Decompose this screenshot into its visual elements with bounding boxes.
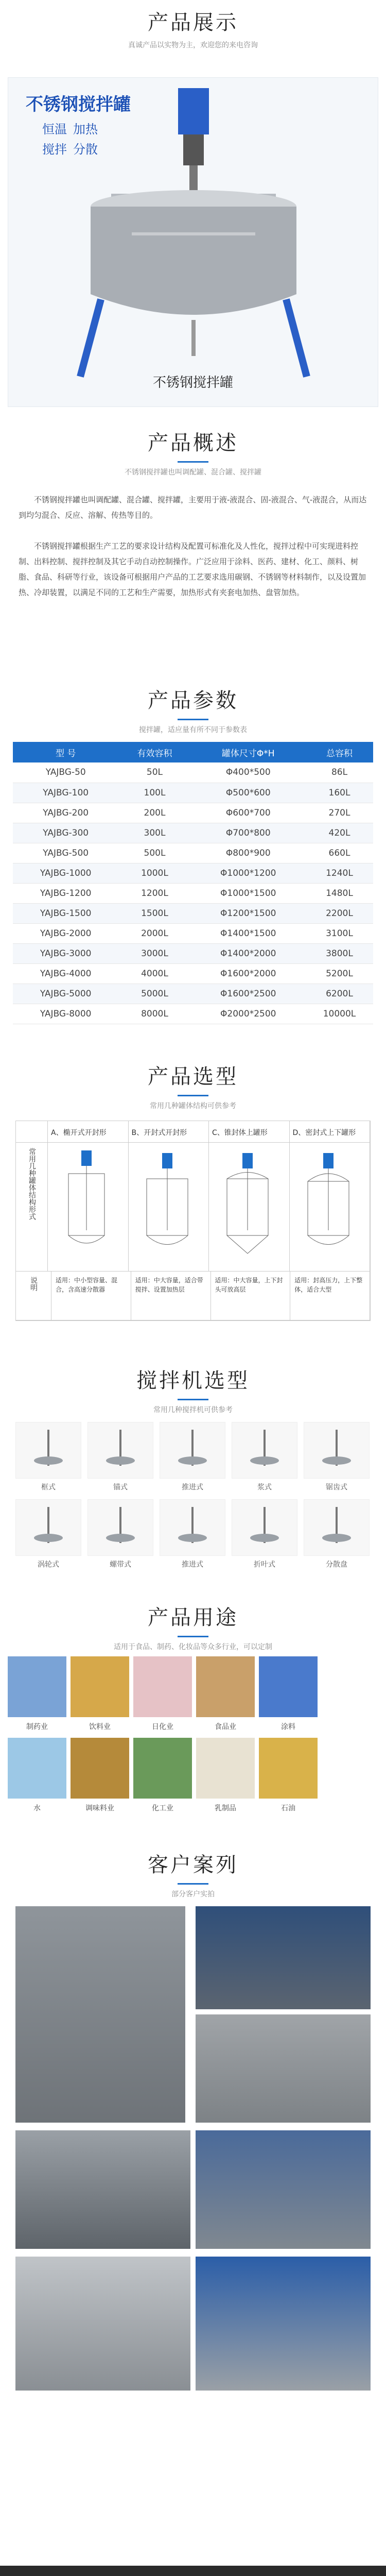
section-subtitle: 不锈钢搅拌罐也叫调配罐、混合罐、搅拌罐 <box>125 468 261 477</box>
impeller-icon <box>304 1422 370 1479</box>
table-cell: Φ1000*1200 <box>191 863 306 883</box>
uses-section <box>0 1587 386 1652</box>
section-subtitle: 适用于食品、制药、化妆品等众多行业，可以定制 <box>114 1643 272 1651</box>
params-section <box>0 670 386 735</box>
title-divider <box>178 719 208 720</box>
case-photo <box>196 2014 371 2123</box>
table-cell: 1240L <box>306 863 373 883</box>
title-divider <box>178 1636 208 1637</box>
params-table <box>13 742 373 1024</box>
section-title: 产品用途 <box>148 1606 238 1630</box>
product-show-section <box>0 0 386 50</box>
hero-title: 不锈钢搅拌罐 <box>26 94 131 115</box>
table-cell: YAJBG-100 <box>13 783 118 803</box>
table-cell: 100L <box>118 783 190 803</box>
section-subtitle: 常用几种搅拌机可供参考 <box>153 1406 233 1414</box>
structure-type: D、密封式上下罐形 <box>290 1121 371 1142</box>
mixer-section <box>0 1350 386 1415</box>
use-photo <box>71 1656 129 1717</box>
table-cell: Φ1400*1500 <box>191 923 306 943</box>
table-cell: 1500L <box>118 903 190 923</box>
structure-type: C、锥封体上罐形 <box>209 1121 290 1142</box>
table-cell: YAJBG-3000 <box>13 943 118 963</box>
mixer-label: 分散盘 <box>326 1561 347 1569</box>
tank-drawing-c <box>209 1143 290 1271</box>
mixer-label: 折叶式 <box>254 1561 275 1569</box>
table-row <box>13 883 373 903</box>
table-row <box>13 863 373 883</box>
structure-type: B、开封式开封形 <box>129 1121 209 1142</box>
table-row <box>13 762 373 783</box>
table-cell: 4000L <box>118 963 190 984</box>
table-cell: Φ1600*2000 <box>191 963 306 984</box>
table-row <box>13 843 373 863</box>
table-cell: YAJBG-1000 <box>13 863 118 883</box>
tag: 搅拌 <box>42 142 67 157</box>
table-cell: 86L <box>306 762 373 783</box>
title-divider <box>178 461 208 463</box>
column-header: 罐体尺寸Φ*H <box>191 742 306 762</box>
case-photo <box>196 1906 371 2009</box>
use-item <box>133 1656 192 1734</box>
use-label: 制药业 <box>26 1723 48 1731</box>
table-cell: Φ500*600 <box>191 783 306 803</box>
section-subtitle: 真诚产品以实物为主，欢迎您的来电咨询 <box>128 41 258 49</box>
section-title: 客户案列 <box>148 1853 238 1877</box>
table-cell: Φ1200*1500 <box>191 903 306 923</box>
impeller-icon <box>15 1499 81 1556</box>
uses-grid <box>8 1656 378 1815</box>
mixer-item <box>304 1499 370 1570</box>
row-label: 说明 <box>16 1272 51 1320</box>
table-row <box>13 923 373 943</box>
column-header: 总容积 <box>306 742 373 762</box>
mixer-item <box>160 1422 225 1493</box>
table-cell: Φ400*500 <box>191 762 306 783</box>
mixer-item <box>15 1499 81 1570</box>
case-photo <box>15 2257 190 2391</box>
table-cell: 500L <box>118 843 190 863</box>
section-subtitle: 部分客户实拍 <box>171 1890 215 1899</box>
structure-notes-row <box>16 1272 370 1320</box>
table-cell: 5200L <box>306 963 373 984</box>
table-cell: YAJBG-500 <box>13 843 118 863</box>
section-subtitle: 搅拌罐，适应量有所不同于参数表 <box>139 726 247 734</box>
title-divider <box>178 1883 208 1885</box>
use-item <box>259 1738 318 1815</box>
use-label: 化工业 <box>152 1804 173 1812</box>
table-cell: 5000L <box>118 984 190 1004</box>
tag: 恒温 <box>42 122 67 137</box>
use-item <box>196 1656 255 1734</box>
table-row <box>13 783 373 803</box>
table-row <box>13 903 373 923</box>
table-cell: 8000L <box>118 1004 190 1024</box>
tag: 加热 <box>73 122 98 137</box>
use-label: 食品业 <box>215 1723 236 1731</box>
use-photo <box>133 1656 192 1717</box>
use-photo <box>259 1656 318 1717</box>
cases-section <box>0 1834 386 1899</box>
table-cell: 3100L <box>306 923 373 943</box>
use-item <box>71 1738 129 1815</box>
mixer-label: 锯齿式 <box>326 1483 347 1492</box>
about-section <box>0 2566 386 2576</box>
section-title: 产品选型 <box>148 1065 238 1089</box>
case-photo <box>15 1906 185 2123</box>
case-photo <box>15 2130 190 2249</box>
mixer-label: 浆式 <box>257 1483 272 1492</box>
mixer-label: 框式 <box>41 1483 56 1492</box>
structure-note: 适用：封高压力，上下整体，适合大型 <box>290 1272 370 1320</box>
mixer-label: 涡轮式 <box>38 1561 59 1569</box>
use-label: 调味料业 <box>85 1804 114 1812</box>
overview-section <box>0 412 386 477</box>
table-cell: 2200L <box>306 903 373 923</box>
table-cell: 200L <box>118 803 190 823</box>
title-divider <box>178 1399 208 1400</box>
tag: 分散 <box>73 142 98 157</box>
table-cell: YAJBG-1500 <box>13 903 118 923</box>
mixer-item <box>232 1422 297 1493</box>
use-label: 水 <box>33 1804 41 1812</box>
corner-cell <box>16 1121 48 1142</box>
use-photo <box>8 1738 66 1799</box>
table-cell: 1200L <box>118 883 190 903</box>
impeller-icon <box>160 1499 225 1556</box>
table-cell: 6200L <box>306 984 373 1004</box>
mixer-label: 推进式 <box>182 1561 203 1569</box>
tank-drawing-b <box>129 1143 209 1271</box>
structure-type: A、椭开式开封形 <box>48 1121 129 1142</box>
mixer-item <box>87 1422 153 1493</box>
use-label: 日化业 <box>152 1723 173 1731</box>
structure-note: 适用：中大容量，上下封头可放高层 <box>211 1272 291 1320</box>
product-hero-image <box>8 77 378 407</box>
impeller-icon <box>87 1499 153 1556</box>
table-cell: 160L <box>306 783 373 803</box>
table-row <box>13 803 373 823</box>
overview-paragraph: 不锈钢搅拌罐根据生产工艺的要求设计结构及配置可标准化及人性化，搅拌过程中可实现进料控制、出料控制、搅拌控制及其它手动自动控制操作。广泛应用于涂料、医药、建材、化工、颜料、树脂、食品、科研等行业，该设备可根据用户产品的工艺要求选用碳钢、不锈钢等材料制作，以及设置加热、冷却装置，以满足不同的工艺和生产需要，加热形式有夹套电加热、盘管加热。 <box>19 541 366 597</box>
use-photo <box>8 1656 66 1717</box>
use-item <box>8 1656 66 1734</box>
section-title: 产品概述 <box>148 431 238 455</box>
use-photo <box>196 1738 255 1799</box>
mixer-item <box>87 1499 153 1570</box>
table-cell: 1000L <box>118 863 190 883</box>
impeller-icon <box>87 1422 153 1479</box>
mixer-item <box>304 1422 370 1493</box>
section-subtitle: 常用几种罐体结构可供参考 <box>150 1102 236 1110</box>
table-cell: YAJBG-50 <box>13 762 118 783</box>
use-label: 饮料业 <box>89 1723 111 1731</box>
tank-drawing-a <box>48 1143 129 1271</box>
table-cell: Φ1000*1500 <box>191 883 306 903</box>
use-label: 乳制品 <box>215 1804 236 1812</box>
impeller-icon <box>232 1499 297 1556</box>
structure-header <box>16 1121 370 1143</box>
table-cell: 660L <box>306 843 373 863</box>
table-cell: YAJBG-5000 <box>13 984 118 1004</box>
structure-note: 适用：中大容量，适合带搅拌、设置加热层 <box>131 1272 211 1320</box>
selection-section <box>0 1046 386 1111</box>
use-photo <box>196 1656 255 1717</box>
impeller-icon <box>232 1422 297 1479</box>
table-header-row <box>13 742 373 762</box>
table-cell: YAJBG-4000 <box>13 963 118 984</box>
section-title: 搅拌机选型 <box>136 1369 250 1393</box>
table-cell: 50L <box>118 762 190 783</box>
structure-note: 适用：中小型容量、混合，含高速分散器 <box>51 1272 131 1320</box>
mixer-label: 螺带式 <box>110 1561 131 1569</box>
use-item <box>196 1738 255 1815</box>
section-title: 产品展示 <box>148 11 238 35</box>
table-cell: YAJBG-2000 <box>13 923 118 943</box>
table-cell: 3000L <box>118 943 190 963</box>
use-item <box>8 1738 66 1815</box>
table-cell: Φ800*900 <box>191 843 306 863</box>
impeller-icon <box>160 1422 225 1479</box>
table-cell: 2000L <box>118 923 190 943</box>
table-cell: YAJBG-8000 <box>13 1004 118 1024</box>
table-cell: 3800L <box>306 943 373 963</box>
structure-drawings-row <box>16 1143 370 1272</box>
mixer-label: 推进式 <box>182 1483 203 1492</box>
table-cell: 1480L <box>306 883 373 903</box>
mixer-item <box>232 1499 297 1570</box>
impeller-icon <box>304 1499 370 1556</box>
table-cell: 10000L <box>306 1004 373 1024</box>
use-item <box>71 1656 129 1734</box>
table-cell: 300L <box>118 823 190 843</box>
impeller-icon <box>15 1422 81 1479</box>
mixer-item <box>160 1499 225 1570</box>
table-row <box>13 984 373 1004</box>
use-item <box>259 1656 318 1734</box>
table-cell: YAJBG-300 <box>13 823 118 843</box>
case-photo <box>196 2130 371 2249</box>
table-cell: YAJBG-1200 <box>13 883 118 903</box>
section-title: 产品参数 <box>148 689 238 713</box>
table-cell: 420L <box>306 823 373 843</box>
use-photo <box>259 1738 318 1799</box>
table-cell: Φ1400*2000 <box>191 943 306 963</box>
mixer-item <box>15 1422 81 1493</box>
use-photo <box>71 1738 129 1799</box>
table-cell: Φ600*700 <box>191 803 306 823</box>
mixing-tank-illustration <box>8 78 379 408</box>
tank-drawing-d <box>290 1143 371 1271</box>
table-row <box>13 943 373 963</box>
overview-paragraph: 不锈钢搅拌罐也叫调配罐、混合罐、搅拌罐，主要用于液-液混合、固-液混合、气-液混合，从而达到均匀混合、反应、溶解、传热等目的。 <box>19 495 367 520</box>
table-cell: Φ700*800 <box>191 823 306 843</box>
table-row <box>13 1004 373 1024</box>
mixer-grid <box>15 1422 371 1570</box>
row-label: 常用几种罐体结构形式 <box>16 1143 48 1271</box>
use-label: 涂料 <box>281 1723 295 1731</box>
hero-caption: 不锈钢搅拌罐 <box>152 375 233 391</box>
use-item <box>133 1738 192 1815</box>
table-cell: YAJBG-200 <box>13 803 118 823</box>
tank-structure-table <box>15 1121 371 1321</box>
use-label: 石油 <box>281 1804 295 1812</box>
title-divider <box>178 1095 208 1096</box>
table-cell: Φ2000*2500 <box>191 1004 306 1024</box>
table-row <box>13 963 373 984</box>
mixer-label: 锚式 <box>113 1483 128 1492</box>
column-header: 有效容积 <box>118 742 190 762</box>
use-photo <box>133 1738 192 1799</box>
table-cell: Φ1600*2500 <box>191 984 306 1004</box>
column-header: 型 号 <box>13 742 118 762</box>
case-photo <box>196 2257 371 2391</box>
table-row <box>13 823 373 843</box>
table-cell: 270L <box>306 803 373 823</box>
